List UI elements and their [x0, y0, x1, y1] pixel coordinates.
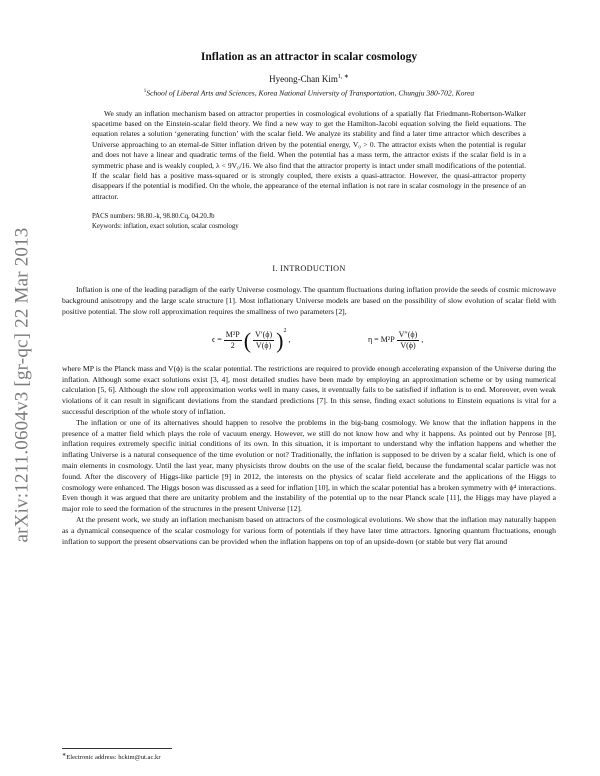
footnote — [62, 752, 161, 761]
epsilon-ratio — [253, 330, 274, 351]
eta-lhs: η = M²P — [368, 335, 395, 345]
author-marks: 1, ∗ — [337, 74, 349, 80]
epsilon-ratio-den: V(ϕ) — [255, 341, 272, 351]
right-paren: ) — [276, 327, 284, 353]
paper-title: Inflation as an attractor in scalar cosmology — [200, 51, 418, 63]
eta-ratio — [397, 330, 420, 351]
left-paren: ( — [243, 327, 252, 353]
epsilon-expression — [212, 324, 290, 358]
pacs-numbers: PACS numbers: 98.80.-k, 98.80.Cq, 04.20.Jb — [92, 213, 215, 221]
affiliation-line — [62, 87, 556, 99]
arxiv-id-text: arXiv:1211.0604v3 [gr-qc] 22 Mar 2013 — [11, 227, 32, 543]
epsilon-prefactor — [224, 330, 242, 351]
eta-ratio-num: V″(ϕ) — [398, 330, 418, 340]
eta-ratio-den: V(ϕ) — [400, 341, 416, 351]
epsilon-ratio-num: V′(ϕ) — [255, 330, 273, 340]
keywords: Keywords: inflation, exact solution, scalar cosmology — [92, 222, 239, 230]
footnote-text: Electronic address: hckim@ut.ac.kr — [66, 754, 161, 762]
introduction-body — [62, 285, 556, 547]
footnote-rule — [62, 748, 172, 749]
affiliation-text: School of Liberal Arts and Sciences, Korea National University of Transportation, Chungju 380-702, Korea — [146, 88, 475, 98]
author-name: Hyeong-Chan Kim — [269, 74, 338, 84]
epsilon-power: 2 — [283, 327, 287, 334]
epsilon-prefactor-den: 2 — [230, 341, 235, 351]
author-line — [62, 72, 556, 85]
abstract — [92, 109, 526, 203]
equation-separator: , — [288, 335, 291, 345]
arxiv-identifier-sidebar — [2, 205, 42, 565]
affiliation-mark: 1 — [143, 89, 147, 94]
epsilon-prefactor-num: M²P — [225, 330, 240, 340]
eta-expression — [368, 324, 423, 358]
abstract-text: We study an inflation mechanism based on attractor properties in cosmological evolutions of a spatially flat Friedmann-Robertson-Walker spacetime based on the Einstein-scalar field theory. We find a new way to get the Hamilton-Jacobi equation solving the field equations. The equation relates a solution ‘generating function’ with the scalar field. We analyze its stability and find a later time attractor which describes a Universe approaching to an eternal-de Sitter inflation driven by the potential energy, V₀ > 0. The attractor exists when the potential is regular and does not have a linear and quadratic terms of the field. When the potential has a mass term, the attractor exists if the scalar field is in a symmetric phase and is weakly coupled, λ < 9V₀/16. We also find that the attractor property is intact under small modifications of the potential. If the scalar field has a positive mass-squared or is strongly coupled, there exists a quasi-attractor. However, the quasi-attractor property disappears if the potential is modified. On the whole, the appearance of the eternal inflation is not rare in scalar cosmology in the presence of an attractor. — [92, 108, 526, 201]
equation-end: , — [421, 335, 424, 345]
section-heading-introduction: I. INTRODUCTION — [272, 264, 346, 274]
paper-metadata — [92, 212, 526, 231]
intro-paragraph-2: where MP is the Planck mass and V(ϕ) is the scalar potential. The restrictions are required to provide enough accelerating expansion of the Universe during the inflation. Although some exact solutions exist [3, 4], most detailed studies have been made by employing an approximation scheme or by using numerical calculation [5, 6]. Although the slow roll approximation works well in many cases, it eventually fails to be satisfied if inflation is to end. Moreover, even weak violations of it can result in significant deviations from the standard predictions [7]. In this sense, finding exact solutions to Einstein equations is vital for a successful description of the whole story of inflation. — [62, 363, 556, 416]
epsilon-lhs: ϵ = — [212, 335, 222, 345]
paper-page — [62, 50, 556, 547]
intro-paragraph-4: At the present work, we study an inflation mechanism based on attractors of the cosmological evolutions. We show that the inflation may naturally happen as a dynamical consequence of the scalar cosmology for various form of potentials if they have later time attractors. Ignoring quantum fluctuations, enough inflation to support the present observations can be provided when the inflation happens on top of an upside-down (or stable but very flat around — [62, 514, 556, 546]
intro-paragraph-3: The inflation or one of its alternatives should happen to resolve the problems in the big-bang cosmology. We know that the inflation happens in the presence of a matter field which plays the role of vacuum energy. However, we still do not know how and why it happens. As pointed out by Penrose [8], inflation requires extremely specific initial conditions of its own. In this situation, it is important to understand why the inflation happens and whether the inflating Universe is a natural consequence of the time evolution or not? Traditionally, the inflation is supposed to be driven by a scalar field, which is one of main elements in cosmology. Until the last year, many physicists throw doubts on the use of the scalar field, because the fundamental scalar particle was not found. After the discovery of Higgs-like particle [9] in 2012, the interests on the physics of scalar field accelerate and the applications of the Higgs to cosmology were enhanced. The Higgs boson was discussed as a seed for inflation [10], in which the scalar potential has a broken symmetry with ϕ⁴ interactions. Even though it was argued that there are unitarity problem and the instability of the potential up to the near Planck scale [11], the Higgs may have played a major role to seed the formation of the structures in the present Universe [12]. — [62, 417, 556, 514]
slow-roll-equation — [62, 324, 556, 358]
intro-paragraph-1: Inflation is one of the leading paradigm of the early Universe cosmology. The quantum fluctuations during inflation provide the seeds of cosmic microwave background anisotropy and the large scale structure [1]. Most inflationary Universe models are based on the possibility of slow evolution of scalar field with positive potential. The slow roll approximation requires the smallness of two parameters [2], — [62, 285, 556, 316]
footnote-mark: ∗ — [62, 753, 67, 758]
